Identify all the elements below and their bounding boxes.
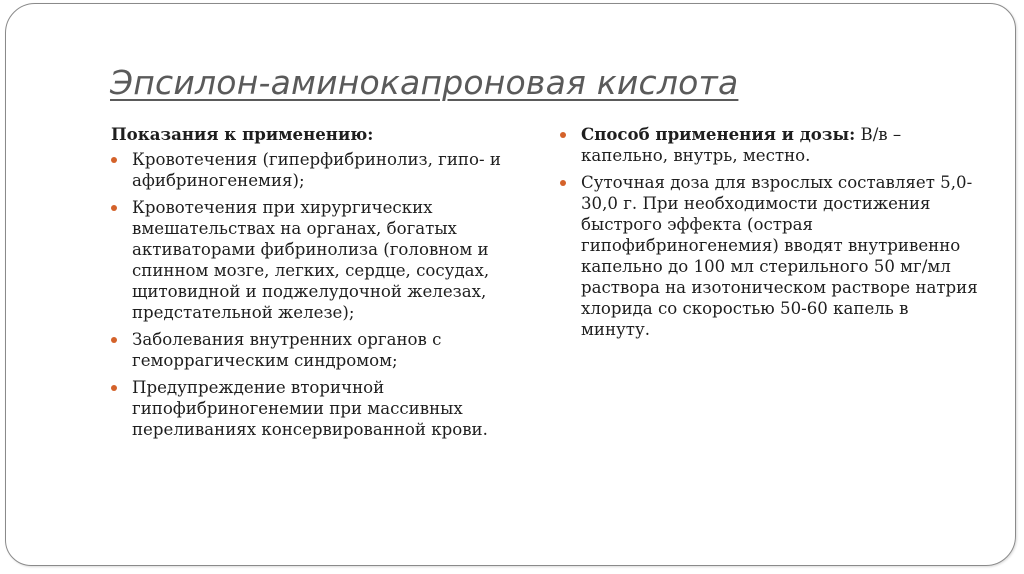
list-item: Кровотечения при хирургических вмешательствах на органах, богатых активаторами фибринолиза (головном и спинном мозге, легких, сердце, сосудах, щитовидной и поджелудочной железах, предстательной железе);: [111, 197, 531, 323]
list-item: Кровотечения (гиперфибринолиз, гипо- и афибриногенемия);: [111, 149, 531, 191]
list-item: Предупреждение вторичной гипофибриногенемии при массивных переливаниях консервированной крови.: [111, 377, 531, 440]
bullet-icon: [111, 157, 117, 163]
list-item: Способ применения и дозы: В/в – капельно, внутрь, местно.: [560, 124, 980, 166]
dosage-list: [560, 124, 980, 340]
bullet-icon: [111, 205, 117, 211]
bullet-icon: [111, 385, 117, 391]
indications-heading: Показания к применению:: [111, 124, 374, 144]
bullet-icon: [111, 337, 117, 343]
slide-title: Эпсилон-аминокапроновая кислота: [110, 63, 739, 102]
bullet-icon: [560, 180, 566, 186]
bullet-icon: [560, 132, 566, 138]
dosage-column: [560, 124, 980, 346]
indications-column: [111, 124, 531, 446]
list-item: Суточная доза для взрослых составляет 5,0-30,0 г. При необходимости достижения быстрого эффекта (острая гипофибриногенемия) вводят внутривенно капельно до 100 мл стерильного 50 мг/мл раствора на изотоническом растворе натрия хлорида со скоростью 50-60 капель в минуту.: [560, 172, 980, 340]
list-item: Заболевания внутренних органов с геморрагическим синдромом;: [111, 329, 531, 371]
indications-list: [111, 149, 531, 440]
